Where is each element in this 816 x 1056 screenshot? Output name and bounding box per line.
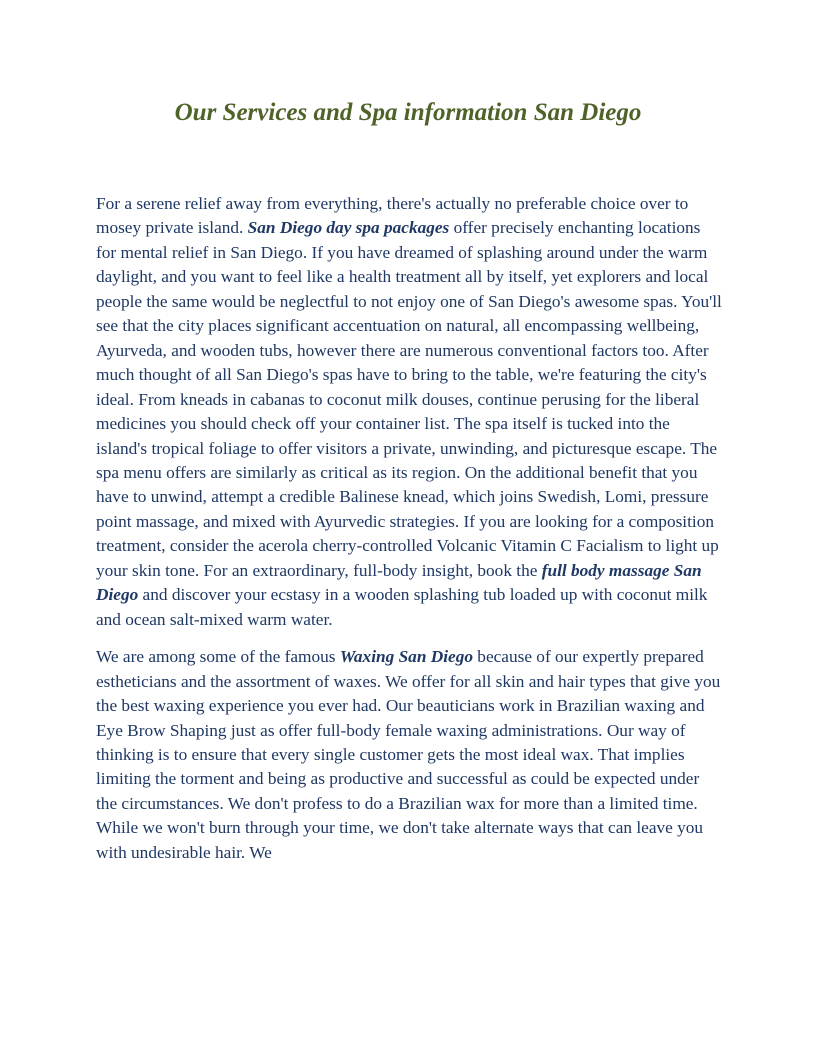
page-title: Our Services and Spa information San Diego: [174, 99, 642, 126]
paragraph-1-text-c: and discover your ecstasy in a wooden splashing tub loaded up with coconut milk and ocean salt-mixed warm water.: [96, 585, 708, 629]
full-body-massage-link[interactable]: full body massage San Diego: [96, 560, 702, 605]
paragraph-1-text-b: offer precisely enchanting locations for mental relief in San Diego. If you have dreamed of splashing around under the warm daylight, and you want to feel like a health treatment all by itself, yet explorers and local people the same would be neglectful to not enjoy one of San Diego's awesome spas. You'll see that the city places significant accentuation on natural, all encompassing wellbeing, Ayurveda, and wooden tubs, however there are numerous conventional factors too. After much thought of all San Diego's spas have to bring to the table, we're featuring the city's ideal. From kneads in cabanas to coconut milk douses, continue perusing for the liberal medicines you should check off your container list. The spa itself is tucked into the island's tropical foliage to offer visitors a private, unwinding, and picturesque escape. The spa menu offers are similarly as critical as its region. On the additional benefit that you have to unwind, attempt a credible Balinese knead, which joins Swedish, Lomi, pressure point massage, and mixed with Ayurvedic strategies. If you are looking for a composition treatment, consider the acerola cherry-controlled Volcanic Vitamin C Facialism to light up your skin tone. For an extraordinary, full-body insight, book the: [96, 218, 722, 580]
waxing-san-diego-link[interactable]: Waxing San Diego: [339, 647, 473, 667]
paragraph-spa-packages: [96, 192, 724, 632]
paragraph-2-text-a: We are among some of the famous: [96, 647, 340, 667]
paragraph-1-text-a: For a serene relief away from everything, there's actually no preferable choice over to mosey private island.: [96, 194, 689, 238]
document-body: [96, 192, 724, 865]
paragraph-2-text-b: because of our expertly prepared estheticians and the assortment of waxes. We offer for all skin and hair types that give you the best waxing experience you ever had. Our beauticians work in Brazilian waxing and Eye Brow Shaping just as offer full-body female waxing administrations. Our way of thinking is to ensure that every single customer gets the most ideal wax. That implies limiting the torment and being as productive and successful as could be expected under the circumstances. We don't profess to do a Brazilian wax for more than a limited time. While we won't burn through your time, we don't take alternate ways that can leave you with undesirable hair. We: [96, 647, 721, 862]
san-diego-day-spa-packages-link[interactable]: San Diego day spa packages: [247, 218, 450, 238]
paragraph-waxing: [96, 645, 724, 865]
